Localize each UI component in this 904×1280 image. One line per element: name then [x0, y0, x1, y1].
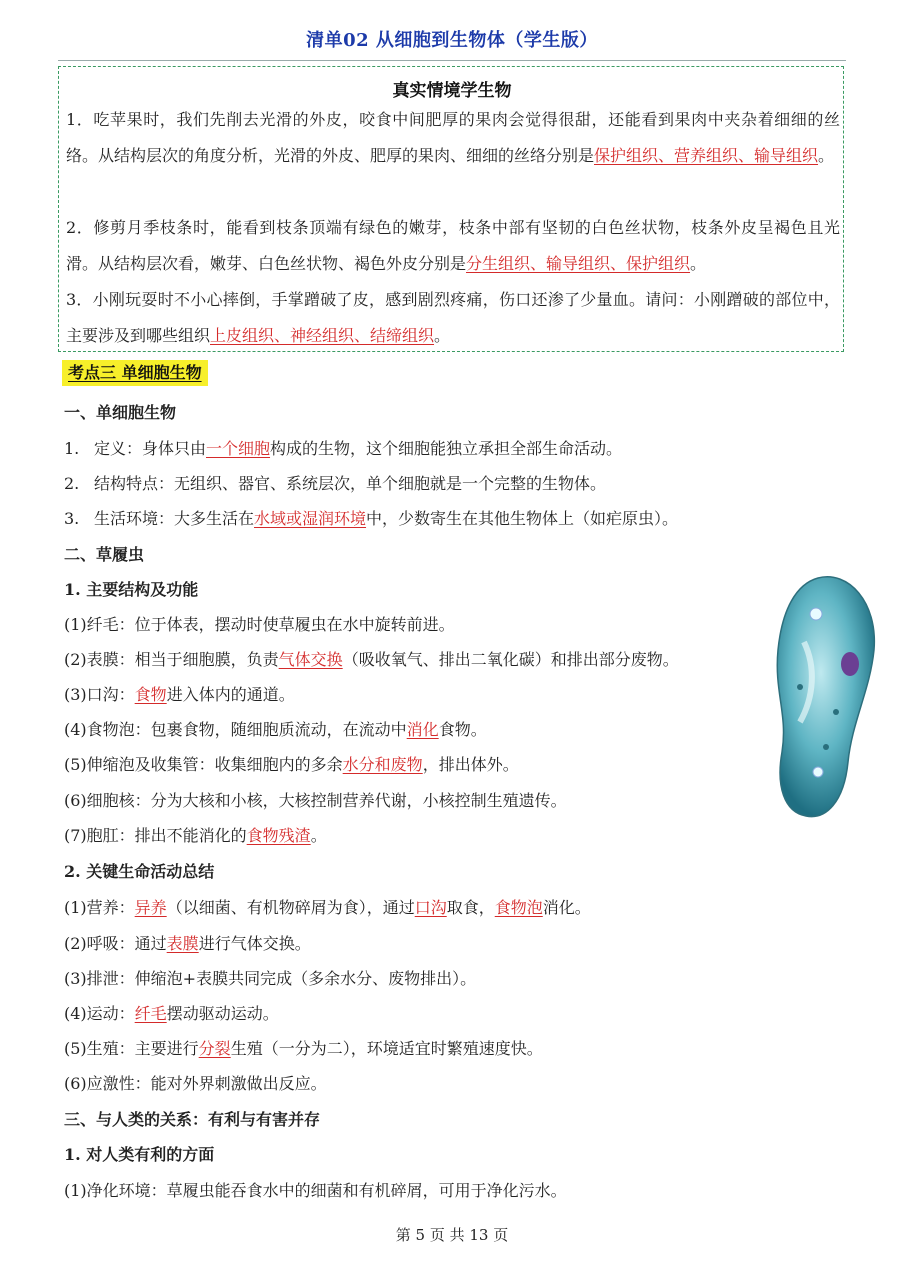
activity-item: (5)生殖：主要进行分裂生殖（一分为二），环境适宜时繁殖速度快。 — [64, 1039, 543, 1058]
question-3 — [66, 282, 840, 354]
question-2-text: 2．修剪月季枝条时，能看到枝条顶端有绿色的嫩芽，枝条中部有坚韧的白色丝状物，枝条外皮呈褐色且光滑。从结构层次看，嫩芽、白色丝状物、褐色外皮分别是 — [66, 218, 840, 273]
title-divider — [58, 60, 846, 61]
question-3-end: 。 — [434, 326, 451, 345]
activity-item: (4)运动：纤毛摆动驱动运动。 — [64, 1004, 279, 1023]
question-3-answer: 上皮组织、神经组织、结缔组织 — [210, 326, 435, 345]
food-vacuole — [797, 684, 803, 690]
structure-item: (5)伸缩泡及收集管：收集细胞内的多余水分和废物，排出体外。 — [64, 755, 519, 774]
question-2-answer: 分生组织、输导组织、保护组织 — [466, 254, 691, 273]
part2-sub2: 2. 关键生命活动总结 — [64, 862, 215, 881]
question-1 — [66, 102, 840, 174]
question-1-text: 1．吃苹果时，我们先削去光滑的外皮，咬食中间肥厚的果肉会觉得很甜，还能看到果肉中夹杂着细细的丝络。从结构层次的角度分析，光滑的外皮、肥厚的果肉、细细的丝络分别是 — [66, 110, 840, 165]
part3-heading: 三、与人类的关系：有利与有害并存 — [64, 1110, 321, 1129]
nucleus — [841, 652, 859, 676]
question-2-end: 。 — [690, 254, 707, 273]
section-tag: 考点三 单细胞生物 — [62, 360, 208, 386]
page-footer: 第 5 页 共 13 页 — [395, 1226, 509, 1244]
food-vacuole — [823, 744, 829, 750]
activity-item: (3)排泄：伸缩泡+表膜共同完成（多余水分、废物排出）。 — [64, 969, 477, 988]
benefit-item: (1)净化环境：草履虫能吞食水中的细菌和有机碎屑，可用于净化污水。 — [64, 1181, 567, 1200]
part2-heading: 二、草履虫 — [64, 545, 145, 564]
activity-item: (1)营养：异养（以细菌、有机物碎屑为食），通过口沟取食，食物泡消化。 — [64, 898, 591, 917]
activity-item: (6)应激性：能对外界刺激做出反应。 — [64, 1074, 327, 1093]
list-item: 2. 结构特点：无组织、器官、系统层次，单个细胞就是一个完整的生物体。 — [64, 474, 607, 493]
question-3-text: 3．小刚玩耍时不小心摔倒，手掌蹭破了皮，感到剧烈疼痛，伤口还渗了少量血。请问：小刚蹭破的部位中，主要涉及到哪些组织 — [66, 290, 840, 345]
part1-heading: 一、单细胞生物 — [64, 403, 177, 422]
food-vacuole — [833, 709, 839, 715]
paramecium-illustration — [766, 572, 886, 822]
contractile-vacuole-top — [810, 608, 822, 620]
structure-item: (2)表膜：相当于细胞膜，负责气体交换（吸收氧气、排出二氧化碳）和排出部分废物。 — [64, 650, 679, 669]
activity-item: (2)呼吸：通过表膜进行气体交换。 — [64, 934, 311, 953]
question-2 — [66, 210, 840, 282]
structure-item: (4)食物泡：包裹食物，随细胞质流动，在流动中消化食物。 — [64, 720, 487, 739]
document-title: 清单02 从细胞到生物体（学生版） — [306, 30, 598, 51]
part2-sub1: 1. 主要结构及功能 — [64, 580, 199, 599]
structure-item: (6)细胞核：分为大核和小核，大核控制营养代谢，小核控制生殖遗传。 — [64, 791, 567, 810]
contractile-vacuole-bottom — [813, 767, 823, 777]
structure-item: (7)胞肛：排出不能消化的食物残渣。 — [64, 826, 327, 845]
context-box-title: 真实情境学生物 — [392, 81, 512, 101]
question-1-answer: 保护组织、营养组织、输导组织 — [594, 146, 819, 165]
list-item: 3. 生活环境：大多生活在水域或湿润环境中，少数寄生在其他生物体上（如疟原虫）。 — [64, 509, 679, 528]
question-1-end: 。 — [818, 146, 835, 165]
part3-sub1: 1. 对人类有利的方面 — [64, 1145, 215, 1164]
structure-item: (1)纤毛：位于体表，摆动时使草履虫在水中旋转前进。 — [64, 615, 455, 634]
cell-body — [777, 577, 874, 817]
list-item: 1. 定义：身体只由一个细胞构成的生物，这个细胞能独立承担全部生命活动。 — [64, 439, 623, 458]
structure-item: (3)口沟：食物进入体内的通道。 — [64, 685, 295, 704]
